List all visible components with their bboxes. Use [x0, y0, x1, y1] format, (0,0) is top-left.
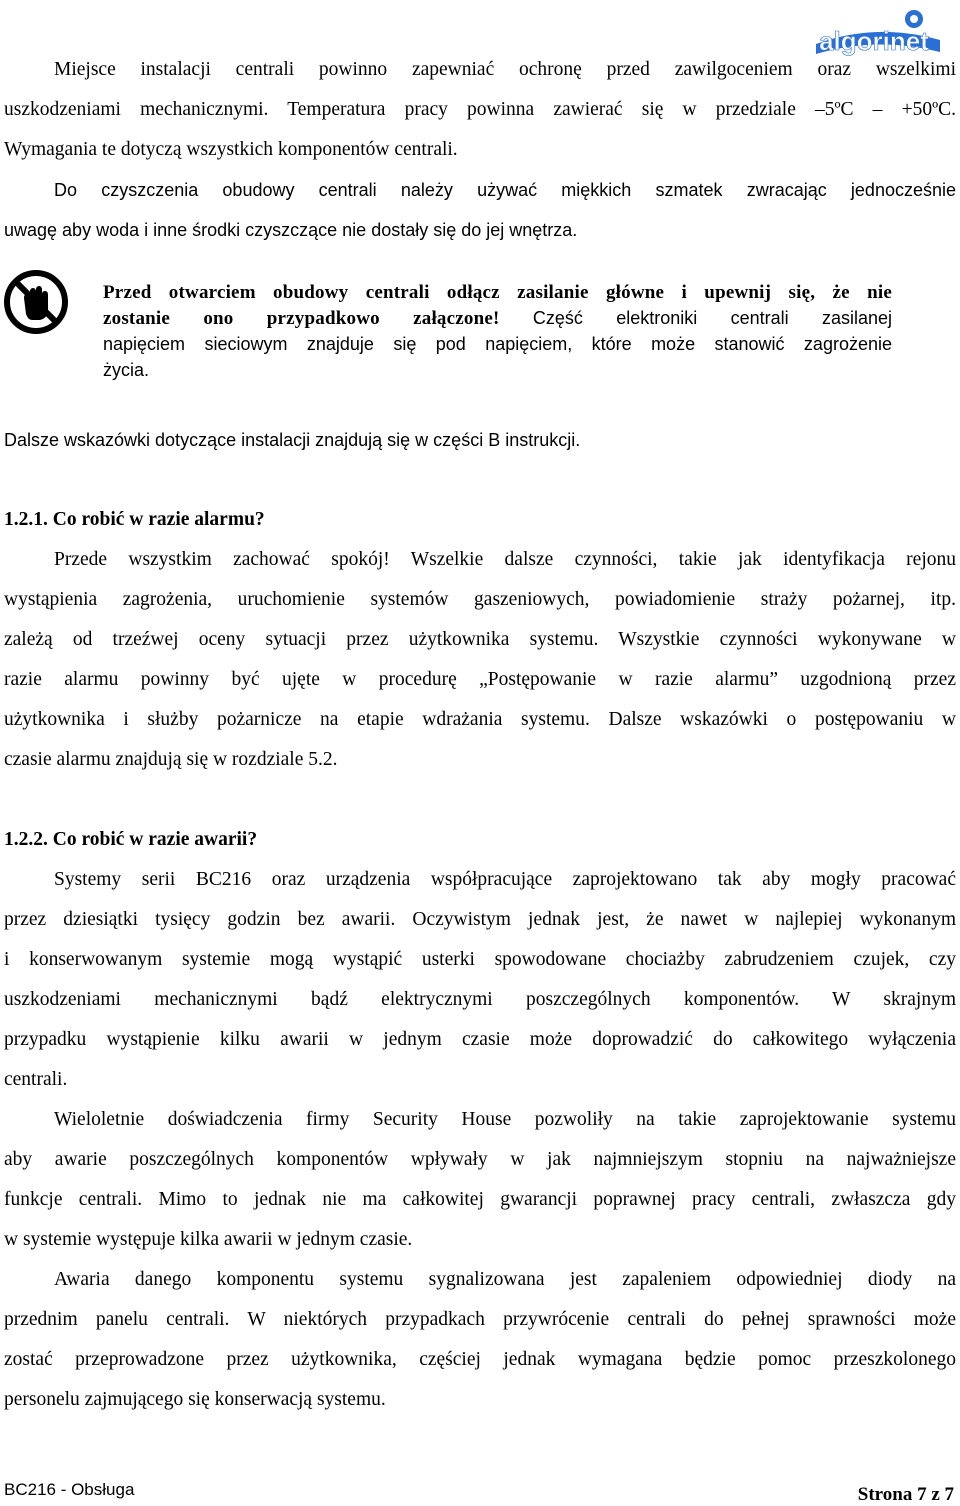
paragraph-line: Wieloletnie doświadczenia firmy Security House pozwoliły na takie zaprojektowanie systemu [54, 1109, 956, 1130]
paragraph-line: Systemy serii BC216 oraz urządzenia współpracujące zaprojektowano tak aby mogły pracować [54, 869, 956, 890]
paragraph-line: centrali. [4, 1069, 68, 1090]
paragraph-line: przypadku wystąpienie kilku awarii w jednym czasie może doprowadzić do całkowitego wyłączenia [4, 1029, 956, 1050]
warning-text: życia. [103, 360, 150, 380]
paragraph-line: Wymagania te dotyczą wszystkich komponentów centrali. [4, 139, 458, 160]
paragraph-line: zależą od trzeźwej oceny sytuacji przez użytkownika systemu. Wszystkie czynności wykonywane w [4, 629, 956, 650]
footer-document-name: BC216 - Obsługa [4, 1480, 135, 1499]
footer-page-number: Strona 7 z 7 [857, 1484, 954, 1505]
section-heading: 1.2.2. Co robić w razie awarii? [4, 829, 258, 850]
paragraph-line: przednim panelu centrali. W niektórych przypadkach przywrócenie centrali do pełnej sprawności może [4, 1309, 956, 1330]
paragraph-line: zostać przeprowadzone przez użytkownika, częściej jednak wymagana będzie pomoc przeszkolonego [4, 1349, 956, 1370]
algorinet-logo [802, 6, 952, 56]
warning-text: napięciem sieciowym znajduje się pod napięciem, które może stanowić zagrożenie [103, 334, 892, 354]
paragraph-line: czasie alarmu znajdują się w rozdziale 5.2. [4, 749, 338, 770]
warning-bold-line: zostanie ono przypadkowo załączone! [103, 308, 500, 329]
section-heading: 1.2.1. Co robić w razie alarmu? [4, 509, 265, 530]
paragraph-line: wystąpienia zagrożenia, uruchomienie systemów gaszeniowych, powiadomienie straży pożarnej, itp. [4, 589, 956, 610]
logo-text: algorinet [819, 26, 929, 56]
paragraph-line: w systemie występuje kilka awarii w jednym czasie. [4, 1229, 413, 1250]
no-touch-warning-icon [4, 270, 68, 334]
paragraph-line: uszkodzeniami mechanicznymi bądź elektrycznymi poszczególnych komponentów. W skrajnym [4, 989, 956, 1010]
warning-line-2 [103, 306, 892, 331]
paragraph-line: przez dziesiątki tysięcy godzin bez awarii. Oczywistym jednak jest, że nawet w najlepiej wykonanym [4, 909, 956, 930]
warning-block [103, 280, 892, 305]
paragraph-line: uszkodzeniami mechanicznymi. Temperatura pracy powinna zawierać się w przedziale –5ºC – +50ºC. [4, 99, 956, 120]
paragraph-line: użytkownika i służby pożarnicze na etapie wdrażania systemu. Dalsze wskazówki o postępowaniu w [4, 709, 956, 730]
paragraph-line: Miejsce instalacji centrali powinno zapewniać ochronę przed zawilgoceniem oraz wszelkimi [54, 59, 956, 80]
paragraph-line: Awaria danego komponentu systemu sygnalizowana jest zapaleniem odpowiedniej diody na [54, 1269, 956, 1290]
paragraph-line: Do czyszczenia obudowy centrali należy używać miękkich szmatek zwracając jednocześnie [54, 180, 956, 200]
paragraph-line: Dalsze wskazówki dotyczące instalacji znajdują się w części B instrukcji. [4, 430, 581, 450]
paragraph-line: i konserwowanym systemie mogą wystąpić usterki spowodowane chociażby zabrudzeniem czujek, czy [4, 949, 956, 970]
warning-bold-line: Przed otwarciem obudowy centrali odłącz zasilanie główne i upewnij się, że nie [103, 282, 892, 303]
paragraph-line: funkcje centrali. Mimo to jednak nie ma całkowitej gwarancji poprawnej pracy centrali, zwłaszcza gdy [4, 1189, 956, 1210]
paragraph-line: personelu zajmującego się konserwacją systemu. [4, 1389, 386, 1410]
paragraph-line: uwagę aby woda i inne środki czyszczące nie dostały się do jej wnętrza. [4, 220, 578, 240]
paragraph-line: Przede wszystkim zachować spokój! Wszelkie dalsze czynności, takie jak identyfikacja rejonu [54, 549, 956, 570]
warning-text: Część elektroniki centrali zasilanej [499, 308, 892, 328]
paragraph-line: razie alarmu powinny być ujęte w procedurę „Postępowanie w razie alarmu” uzgodnioną przez [4, 669, 956, 690]
paragraph-line: aby awarie poszczególnych komponentów wpływały w jak najmniejszym stopniu na najważniejsze [4, 1149, 956, 1170]
